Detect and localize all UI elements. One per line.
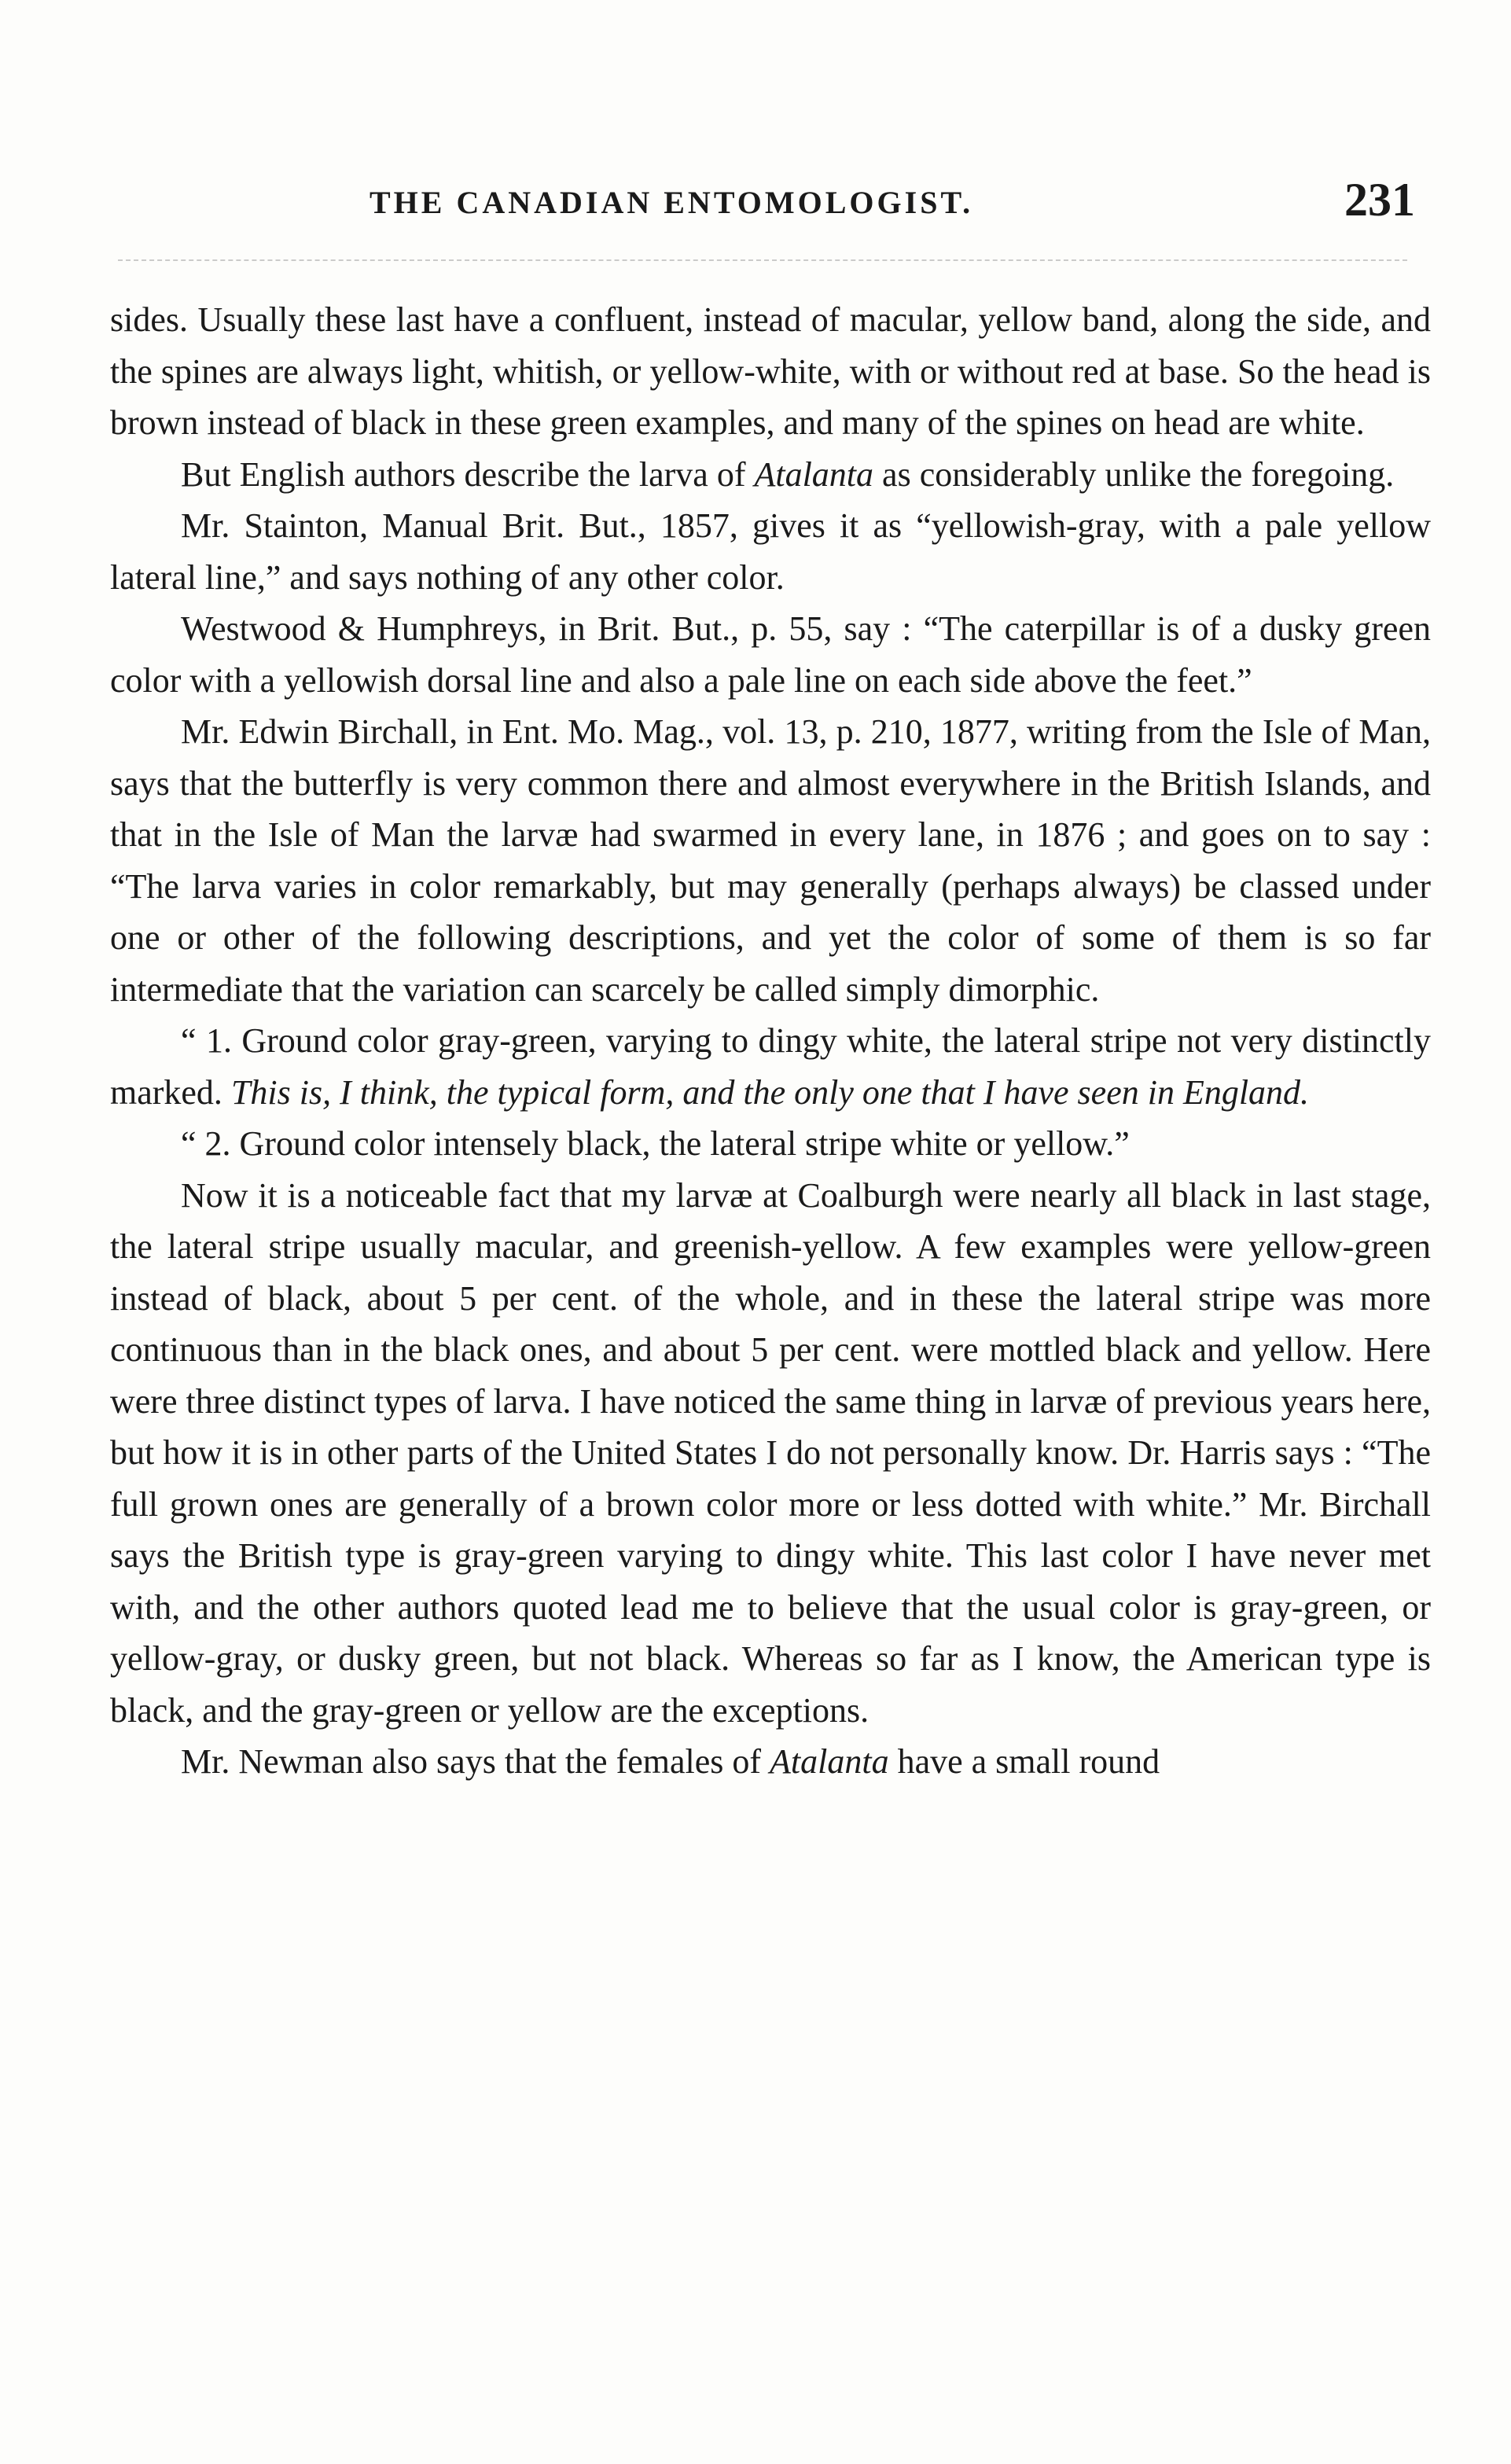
italic-atalanta-2: Atalanta bbox=[770, 1742, 889, 1781]
paragraph-1: sides. Usually these last have a confluent, instead of macular, yellow band, along the side, and the spines are always light, whitish, or yellow-white, with or without red at base. So the head is brown instead of black in these green examples, and many of the spines on head are white. bbox=[110, 300, 1431, 442]
paragraph-6: “ 1. Ground color gray-green, varying to dingy white, the lateral stripe not very distinctly marked. This is, I think, the typical form, and the only one that I have seen in England. bbox=[110, 1021, 1431, 1112]
italic-atalanta: Atalanta bbox=[754, 454, 874, 494]
page-header bbox=[110, 173, 1431, 236]
paragraph-7: “ 2. Ground color intensely black, the lateral stripe white or yellow.” bbox=[181, 1124, 1130, 1163]
running-head: THE CANADIAN ENTOMOLOGIST. bbox=[369, 185, 974, 220]
paragraph-8: Now it is a noticeable fact that my larvæ at Coalburgh were nearly all black in last stage, the lateral stripe usually macular, and greenish-yellow. A few examples were yellow-green instead of black, about 5 per cent. of the whole, and in these the lateral stripe was more continuous than in the black ones, and about 5 per cent. were mottled black and yellow. Here were three distinct types of larva. I have noticed the same thing in larvæ of previous years here, but how it is in other parts of the United States I do not personally know. Dr. Harris says : “The full grown ones are generally of a brown color more or less dotted with white.” Mr. Birchall says the British type is gray-green varying to dingy white. This last color I have never met with, and the other authors quoted lead me to believe that the usual color is gray-green, or yellow-gray, or dusky green, but not black. Whereas so far as I know, the American type is black, and the gray-green or yellow are the exceptions. bbox=[110, 1175, 1431, 1730]
page-number: 231 bbox=[1344, 174, 1415, 226]
header-rule bbox=[118, 259, 1407, 261]
paragraph-2: But English authors describe the larva of Atalanta as considerably unlike the foregoing. bbox=[181, 454, 1395, 494]
paragraph-3: Mr. Stainton, Manual Brit. But., 1857, gives it as “yellowish-gray, with a pale yellow lateral line,” and says nothing of any other color. bbox=[110, 506, 1431, 597]
paragraph-5: Mr. Edwin Birchall, in Ent. Mo. Mag., vol. 13, p. 210, 1877, writing from the Isle of Man, says that the butterfly is very common there and almost everywhere in the British Islands, and that in the Isle of Man the larvæ had swarmed in every lane, in 1876 ; and goes on to say : “The larva varies in color remarkably, but may generally (perhaps always) be classed under one or other of the following descriptions, and yet the color of some of them is so far intermediate that the variation can scarcely be called simply dimorphic. bbox=[110, 712, 1431, 1009]
body-text bbox=[110, 294, 1431, 1788]
paragraph-9: Mr. Newman also says that the females of Atalanta have a small round bbox=[181, 1742, 1160, 1781]
italic-typical-form: This is, I think, the typical form, and the only one that I have seen in England. bbox=[230, 1072, 1310, 1112]
paragraph-4: Westwood & Humphreys, in Brit. But., p. 55, say : “The caterpillar is of a dusky green color with a yellowish dorsal line and also a pale line on each side above the feet.” bbox=[110, 609, 1431, 700]
